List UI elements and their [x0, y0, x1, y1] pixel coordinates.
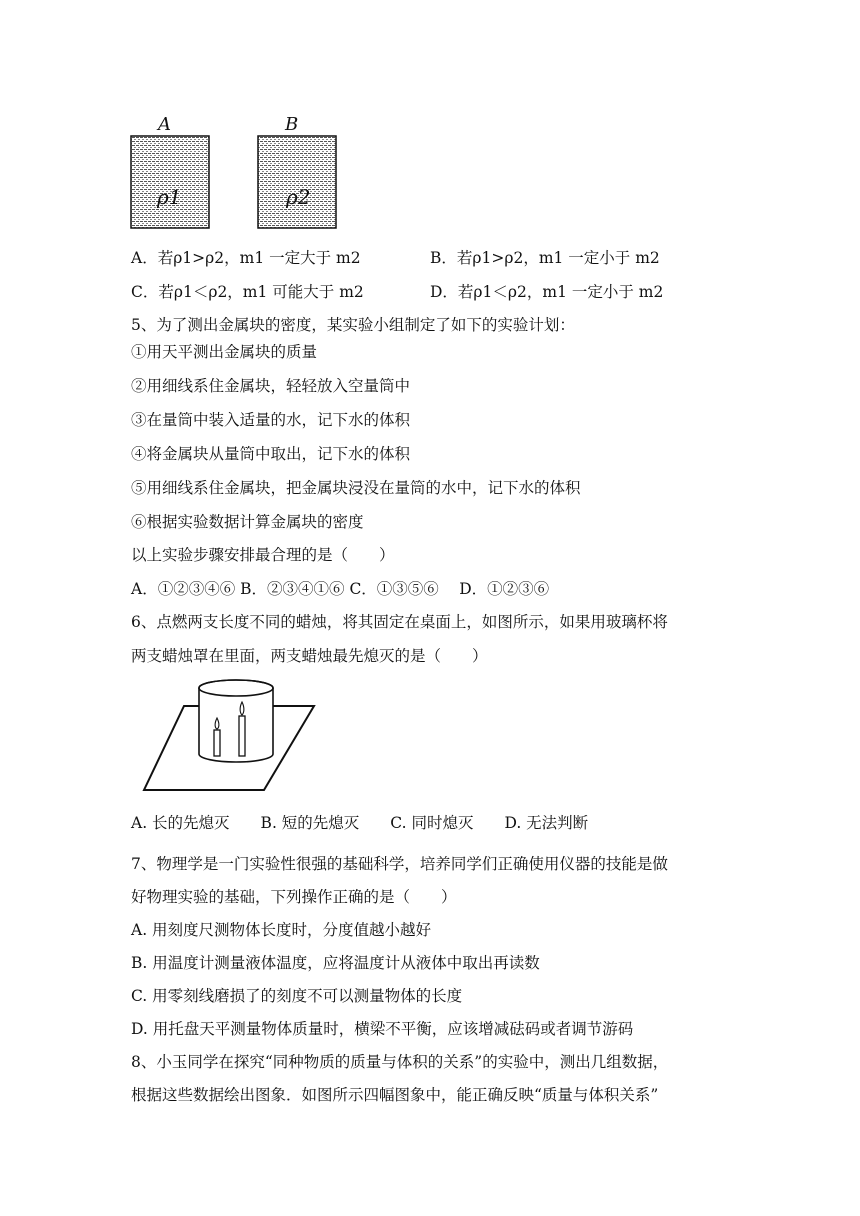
label-a: A — [158, 114, 171, 135]
q5-stem: 5、为了测出金属块的密度，某实验小组制定了如下的实验计划： — [131, 316, 575, 334]
label-rho1: ρ1 — [157, 185, 182, 209]
q8-line1: 8、小玉同学在探究“同种物质的质量与体积的关系”的实验中，测出几组数据， — [131, 1053, 669, 1071]
q7-option-d: D. 用托盘天平测量物体质量时，横梁不平衡，应该增减砝码或者调节游码 — [131, 1020, 634, 1038]
q7-stem-line2: 好物理实验的基础，下列操作正确的是（ ） — [131, 888, 457, 906]
container-a — [131, 136, 209, 228]
q5-options: A．①②③④⑥ B．②③④①⑥ C．①③⑤⑥ D．①②③⑥ — [131, 580, 550, 598]
q7-option-a: A. 用刻度尺测物体长度时，分度值越小越好 — [131, 921, 432, 939]
candle-diagram — [136, 678, 316, 796]
label-rho2: ρ2 — [286, 185, 311, 209]
q5-step-3: ③在量筒中装入适量的水，记下水的体积 — [131, 411, 411, 429]
q4-option-a: A．若ρ1>ρ2，m1 一定大于 m2 — [131, 249, 361, 267]
q7-option-c: C. 用零刻线磨损了的刻度不可以测量物体的长度 — [131, 987, 463, 1005]
q4-option-c: C．若ρ1＜ρ2，m1 可能大于 m2 — [131, 283, 364, 301]
q6-options: A. 长的先熄灭 B. 短的先熄灭 C. 同时熄灭 D. 无法判断 — [131, 814, 589, 832]
label-b: B — [285, 114, 299, 135]
q5-step-2: ②用细线系住金属块，轻轻放入空量筒中 — [131, 377, 411, 395]
candle-figure — [136, 678, 316, 796]
q5-step-5: ⑤用细线系住金属块，把金属块浸没在量筒的水中，记下水的体积 — [131, 479, 581, 497]
q7-stem-line1: 7、物理学是一门实验性很强的基础科学，培养同学们正确使用仪器的技能是做 — [131, 855, 668, 873]
q4-option-b: B．若ρ1>ρ2，m1 一定小于 m2 — [430, 249, 660, 267]
q6-stem-line2: 两支蜡烛罩在里面，两支蜡烛最先熄灭的是（ ） — [131, 647, 488, 665]
container-b — [258, 136, 336, 228]
q4-option-d: D．若ρ1＜ρ2，m1 一定小于 m2 — [430, 283, 664, 301]
q7-option-b: B. 用温度计测量液体温度，应将温度计从液体中取出再读数 — [131, 954, 540, 972]
q6-stem-line1: 6、点燃两支长度不同的蜡烛，将其固定在桌面上，如图所示，如果用玻璃杯将 — [131, 613, 668, 631]
q5-step-4: ④将金属块从量筒中取出，记下水的体积 — [131, 445, 411, 463]
q5-step-1: ①用天平测出金属块的质量 — [131, 343, 318, 361]
q8-line2: 根据这些数据绘出图象．如图所示四幅图象中，能正确反映“质量与体积关系” — [131, 1086, 659, 1104]
q5-step-6: ⑥根据实验数据计算金属块的密度 — [131, 513, 364, 531]
q5-question: 以上实验步骤安排最合理的是（ ） — [131, 546, 395, 564]
